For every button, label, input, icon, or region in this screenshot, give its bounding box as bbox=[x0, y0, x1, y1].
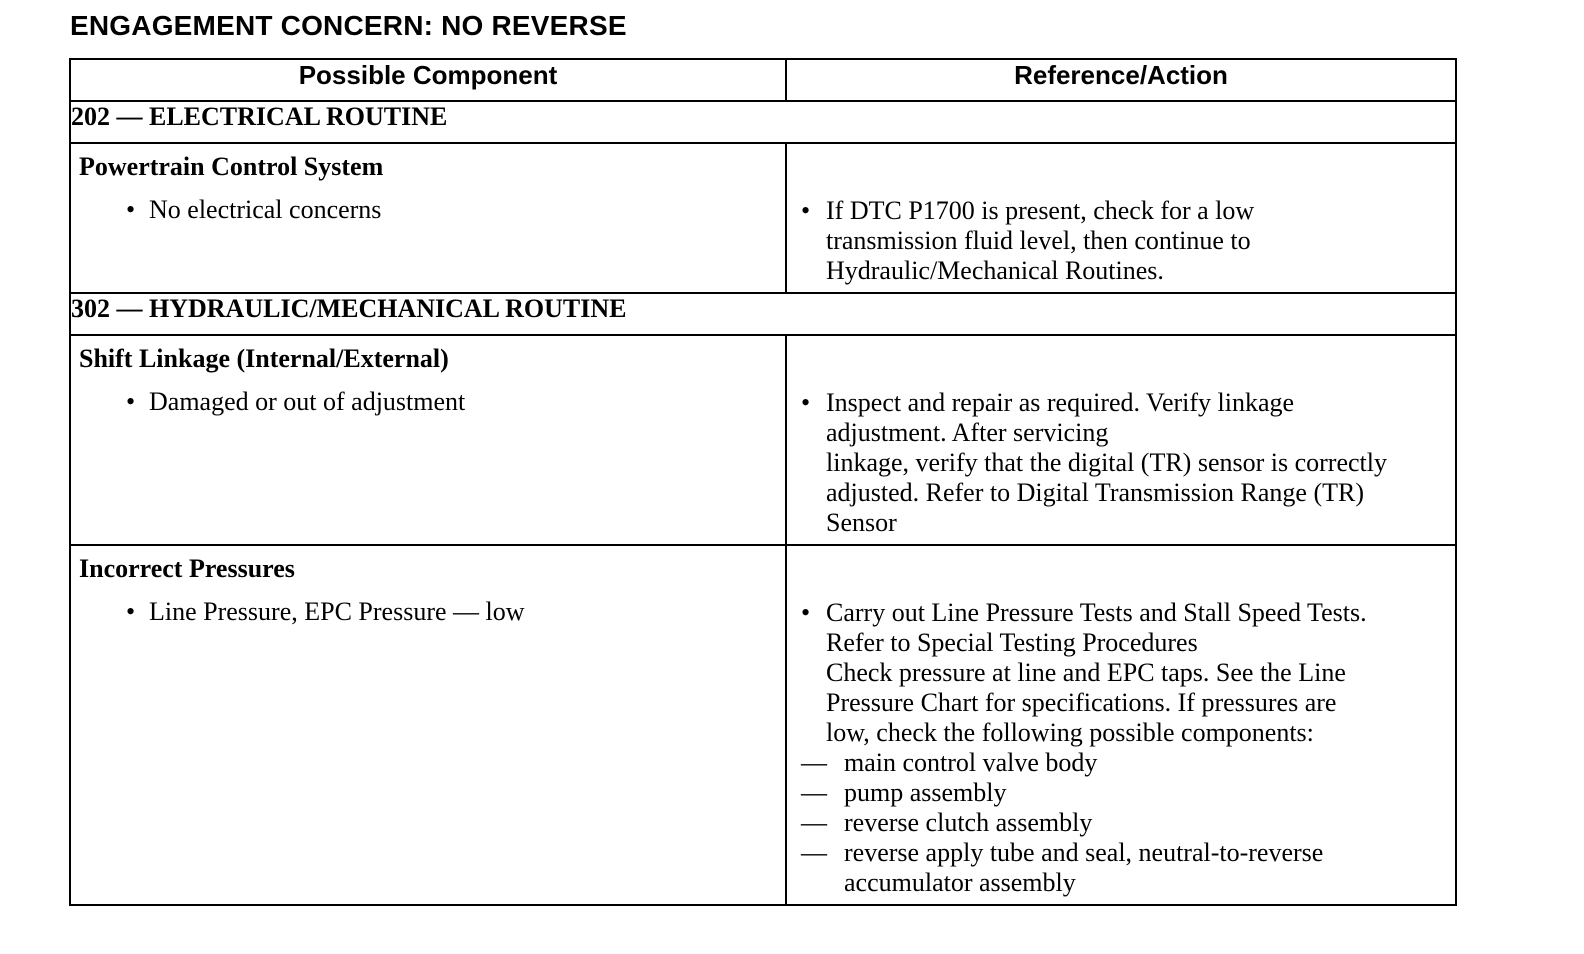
table-row bbox=[70, 143, 1456, 293]
column-header-action: Reference/Action bbox=[786, 59, 1456, 101]
action-line: low, check the following possible components: bbox=[826, 718, 1314, 747]
action-line: adjustment. After servicing bbox=[826, 418, 1109, 447]
dash-icon: — bbox=[801, 838, 827, 867]
action-cell bbox=[786, 545, 1456, 905]
section-heading: 202 — ELECTRICAL ROUTINE bbox=[70, 101, 1456, 143]
section-heading: 302 — HYDRAULIC/MECHANICAL ROUTINE bbox=[70, 293, 1456, 335]
diagnosis-table bbox=[69, 58, 1457, 906]
component-item-text: Line Pressure, EPC Pressure — low bbox=[149, 597, 525, 626]
component-item bbox=[71, 584, 785, 627]
action-text bbox=[787, 144, 1455, 292]
action-line: Hydraulic/Mechanical Routines. bbox=[826, 256, 1164, 285]
action-line: Pressure Chart for specifications. If pressures are bbox=[826, 688, 1337, 717]
dash-list-item bbox=[787, 778, 1447, 808]
action-line: Carry out Line Pressure Tests and Stall Speed Tests. bbox=[826, 598, 1367, 627]
dash-item-line: pump assembly bbox=[844, 778, 1007, 807]
action-line: transmission fluid level, then continue to bbox=[826, 226, 1251, 255]
action-line: adjusted. Refer to Digital Transmission Range (TR) bbox=[826, 478, 1365, 507]
bullet-icon: • bbox=[126, 597, 136, 626]
column-header-component: Possible Component bbox=[70, 59, 786, 101]
bullet-icon: • bbox=[801, 196, 811, 225]
component-name: Incorrect Pressures bbox=[79, 554, 295, 583]
dash-item-line: reverse apply tube and seal, neutral-to-reverse bbox=[844, 838, 1324, 867]
dash-item-line: reverse clutch assembly bbox=[844, 808, 1093, 837]
bullet-icon: • bbox=[801, 388, 811, 417]
component-item bbox=[71, 182, 785, 225]
action-line: If DTC P1700 is present, check for a low bbox=[826, 196, 1255, 225]
dash-item-line: accumulator assembly bbox=[844, 868, 1076, 897]
action-line: Sensor bbox=[826, 508, 897, 537]
action-line: linkage, verify that the digital (TR) sensor is correctly bbox=[826, 448, 1387, 477]
header-row bbox=[70, 59, 1456, 101]
bullet-icon: • bbox=[126, 387, 136, 416]
dash-icon: — bbox=[801, 808, 827, 837]
dash-item-line: main control valve body bbox=[844, 748, 1098, 777]
dash-list-item bbox=[787, 808, 1447, 838]
section-row bbox=[70, 101, 1456, 143]
component-name: Powertrain Control System bbox=[79, 152, 384, 181]
dash-icon: — bbox=[801, 748, 827, 777]
action-cell bbox=[786, 143, 1456, 293]
component-item-text: Damaged or out of adjustment bbox=[149, 387, 466, 416]
component-cell bbox=[70, 143, 786, 293]
page-title: ENGAGEMENT CONCERN: NO REVERSE bbox=[70, 10, 627, 41]
dash-list-item bbox=[787, 748, 1447, 778]
component-name: Shift Linkage (Internal/External) bbox=[79, 344, 449, 373]
table-row bbox=[70, 335, 1456, 545]
component-cell bbox=[70, 545, 786, 905]
component-cell bbox=[70, 335, 786, 545]
table-body bbox=[70, 101, 1456, 905]
action-cell bbox=[786, 335, 1456, 545]
action-line: Refer to Special Testing Procedures bbox=[826, 628, 1198, 657]
action-line: Inspect and repair as required. Verify linkage bbox=[826, 388, 1295, 417]
component-item-text: No electrical concerns bbox=[149, 195, 382, 224]
action-line: Check pressure at line and EPC taps. See the Line bbox=[826, 658, 1346, 687]
dash-list-item bbox=[787, 838, 1447, 898]
table-row bbox=[70, 545, 1456, 905]
dash-icon: — bbox=[801, 778, 827, 807]
bullet-icon: • bbox=[126, 195, 136, 224]
action-text bbox=[787, 546, 1455, 904]
action-text bbox=[787, 336, 1455, 544]
section-row bbox=[70, 293, 1456, 335]
component-item bbox=[71, 374, 785, 417]
bullet-icon: • bbox=[801, 598, 811, 627]
